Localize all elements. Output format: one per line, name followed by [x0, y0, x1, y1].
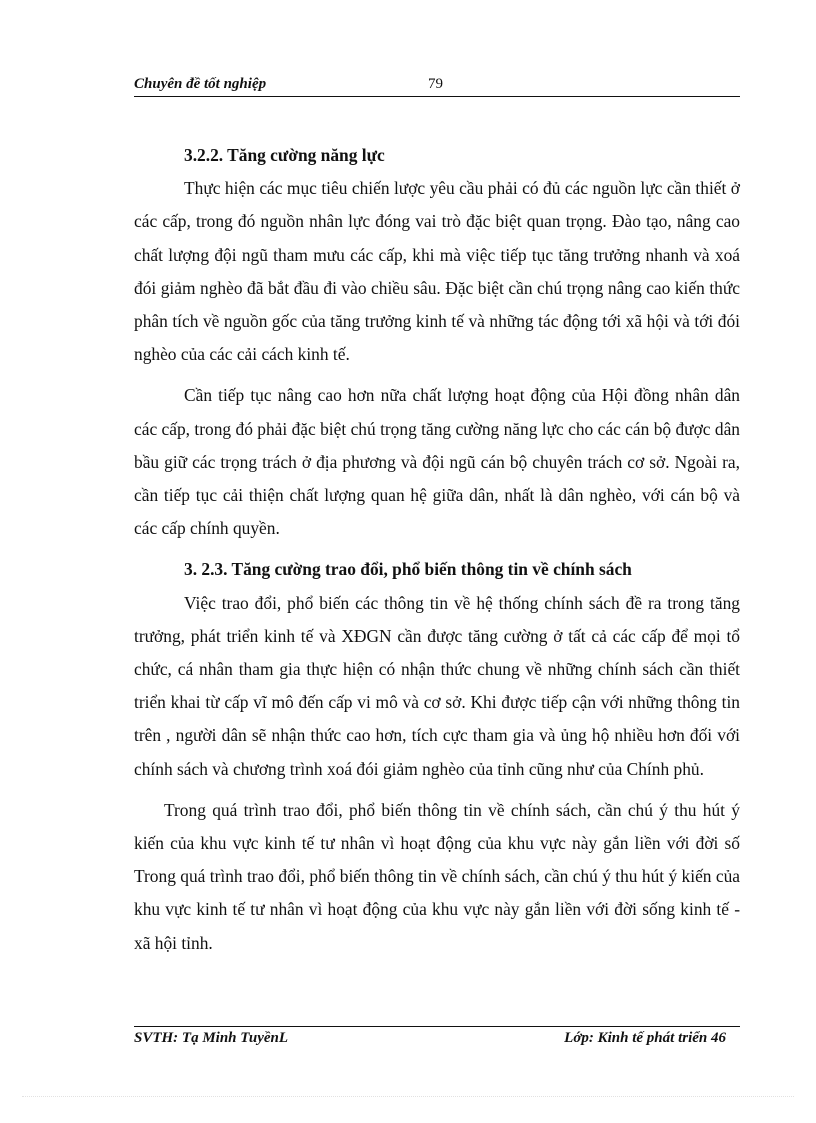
- document-title: Chuyên đề tốt nghiệp: [134, 76, 267, 92]
- section-heading: 3. 2.3. Tăng cường trao đổi, phổ biến thông tin về chính sách: [184, 559, 632, 580]
- page-number: 79: [428, 76, 443, 92]
- page-edge-divider: [22, 1096, 794, 1097]
- page-body: [134, 139, 740, 960]
- page-footer: [134, 1030, 740, 1052]
- class-name: Lớp: Kinh tế phát triển 46: [564, 1030, 726, 1046]
- paragraph: Việc trao đổi, phổ biến các thông tin về hệ thống chính sách đề ra trong tăng trưởng, phát triển kinh tế và XĐGN cần được tăng cường ở tất cả các cấp để mọi tổ chức, cá nhân tham gia thực hiện có nhận thức chung về những chính sách cần thiết triển khai từ cấp vĩ mô đến cấp vi mô và cơ sở. Khi được tiếp cận với những thông tin trên , người dân sẽ nhận thức cao hơn, tích cực tham gia và ủng hộ nhiều hơn đối với chính sách và chương trình xoá đói giảm nghèo của tỉnh cũng như của Chính phủ.: [134, 592, 740, 779]
- paragraph: Cần tiếp tục nâng cao hơn nữa chất lượng hoạt động của Hội đồng nhân dân các cấp, trong đó phải đặc biệt chú trọng tăng cường năng lực cho các cán bộ được dân bầu giữ các trọng trách ở địa phương và đội ngũ cán bộ chuyên trách cơ sở. Ngoài ra, cần tiếp tục cải thiện chất lượng quan hệ giữa dân, nhất là dân nghèo, với cán bộ và các cấp chính quyền.: [134, 385, 740, 539]
- section-heading: 3.2.2. Tăng cường năng lực: [184, 145, 385, 165]
- page-header: [134, 76, 740, 96]
- paragraph: Thực hiện các mục tiêu chiến lược yêu cầu phải có đủ các nguồn lực cần thiết ở các cấp, trong đó nguồn nhân lực đóng vai trò đặc biệt quan trọng. Đào tạo, nâng cao chất lượng đội ngũ tham mưu các cấp, khi mà việc tiếp tục tăng trưởng nhanh và xoá đói giảm nghèo đã bắt đầu đi vào chiều sâu. Đặc biệt cần chú trọng nâng cao kiến thức phân tích về nguồn gốc của tăng trưởng kinh tế và những tác động tới xã hội và tới đói nghèo của các cải cách kinh tế.: [134, 178, 740, 365]
- footer-divider: [134, 1026, 740, 1027]
- paragraph: Trong quá trình trao đổi, phổ biến thông tin về chính sách, cần chú ý thu hút ý kiến của khu vực kinh tế tư nhân vì hoạt động của khu vực này gắn liền với đời số Trong quá trình trao đổi, phổ biến thông tin về chính sách, cần chú ý thu hút ý kiến của khu vực kinh tế tư nhân vì hoạt động của khu vực này gắn liền với đời sống kinh tế - xã hội tỉnh.: [134, 799, 740, 953]
- student-name: SVTH: Tạ Minh TuyềnL: [134, 1030, 289, 1046]
- header-divider: [134, 96, 740, 97]
